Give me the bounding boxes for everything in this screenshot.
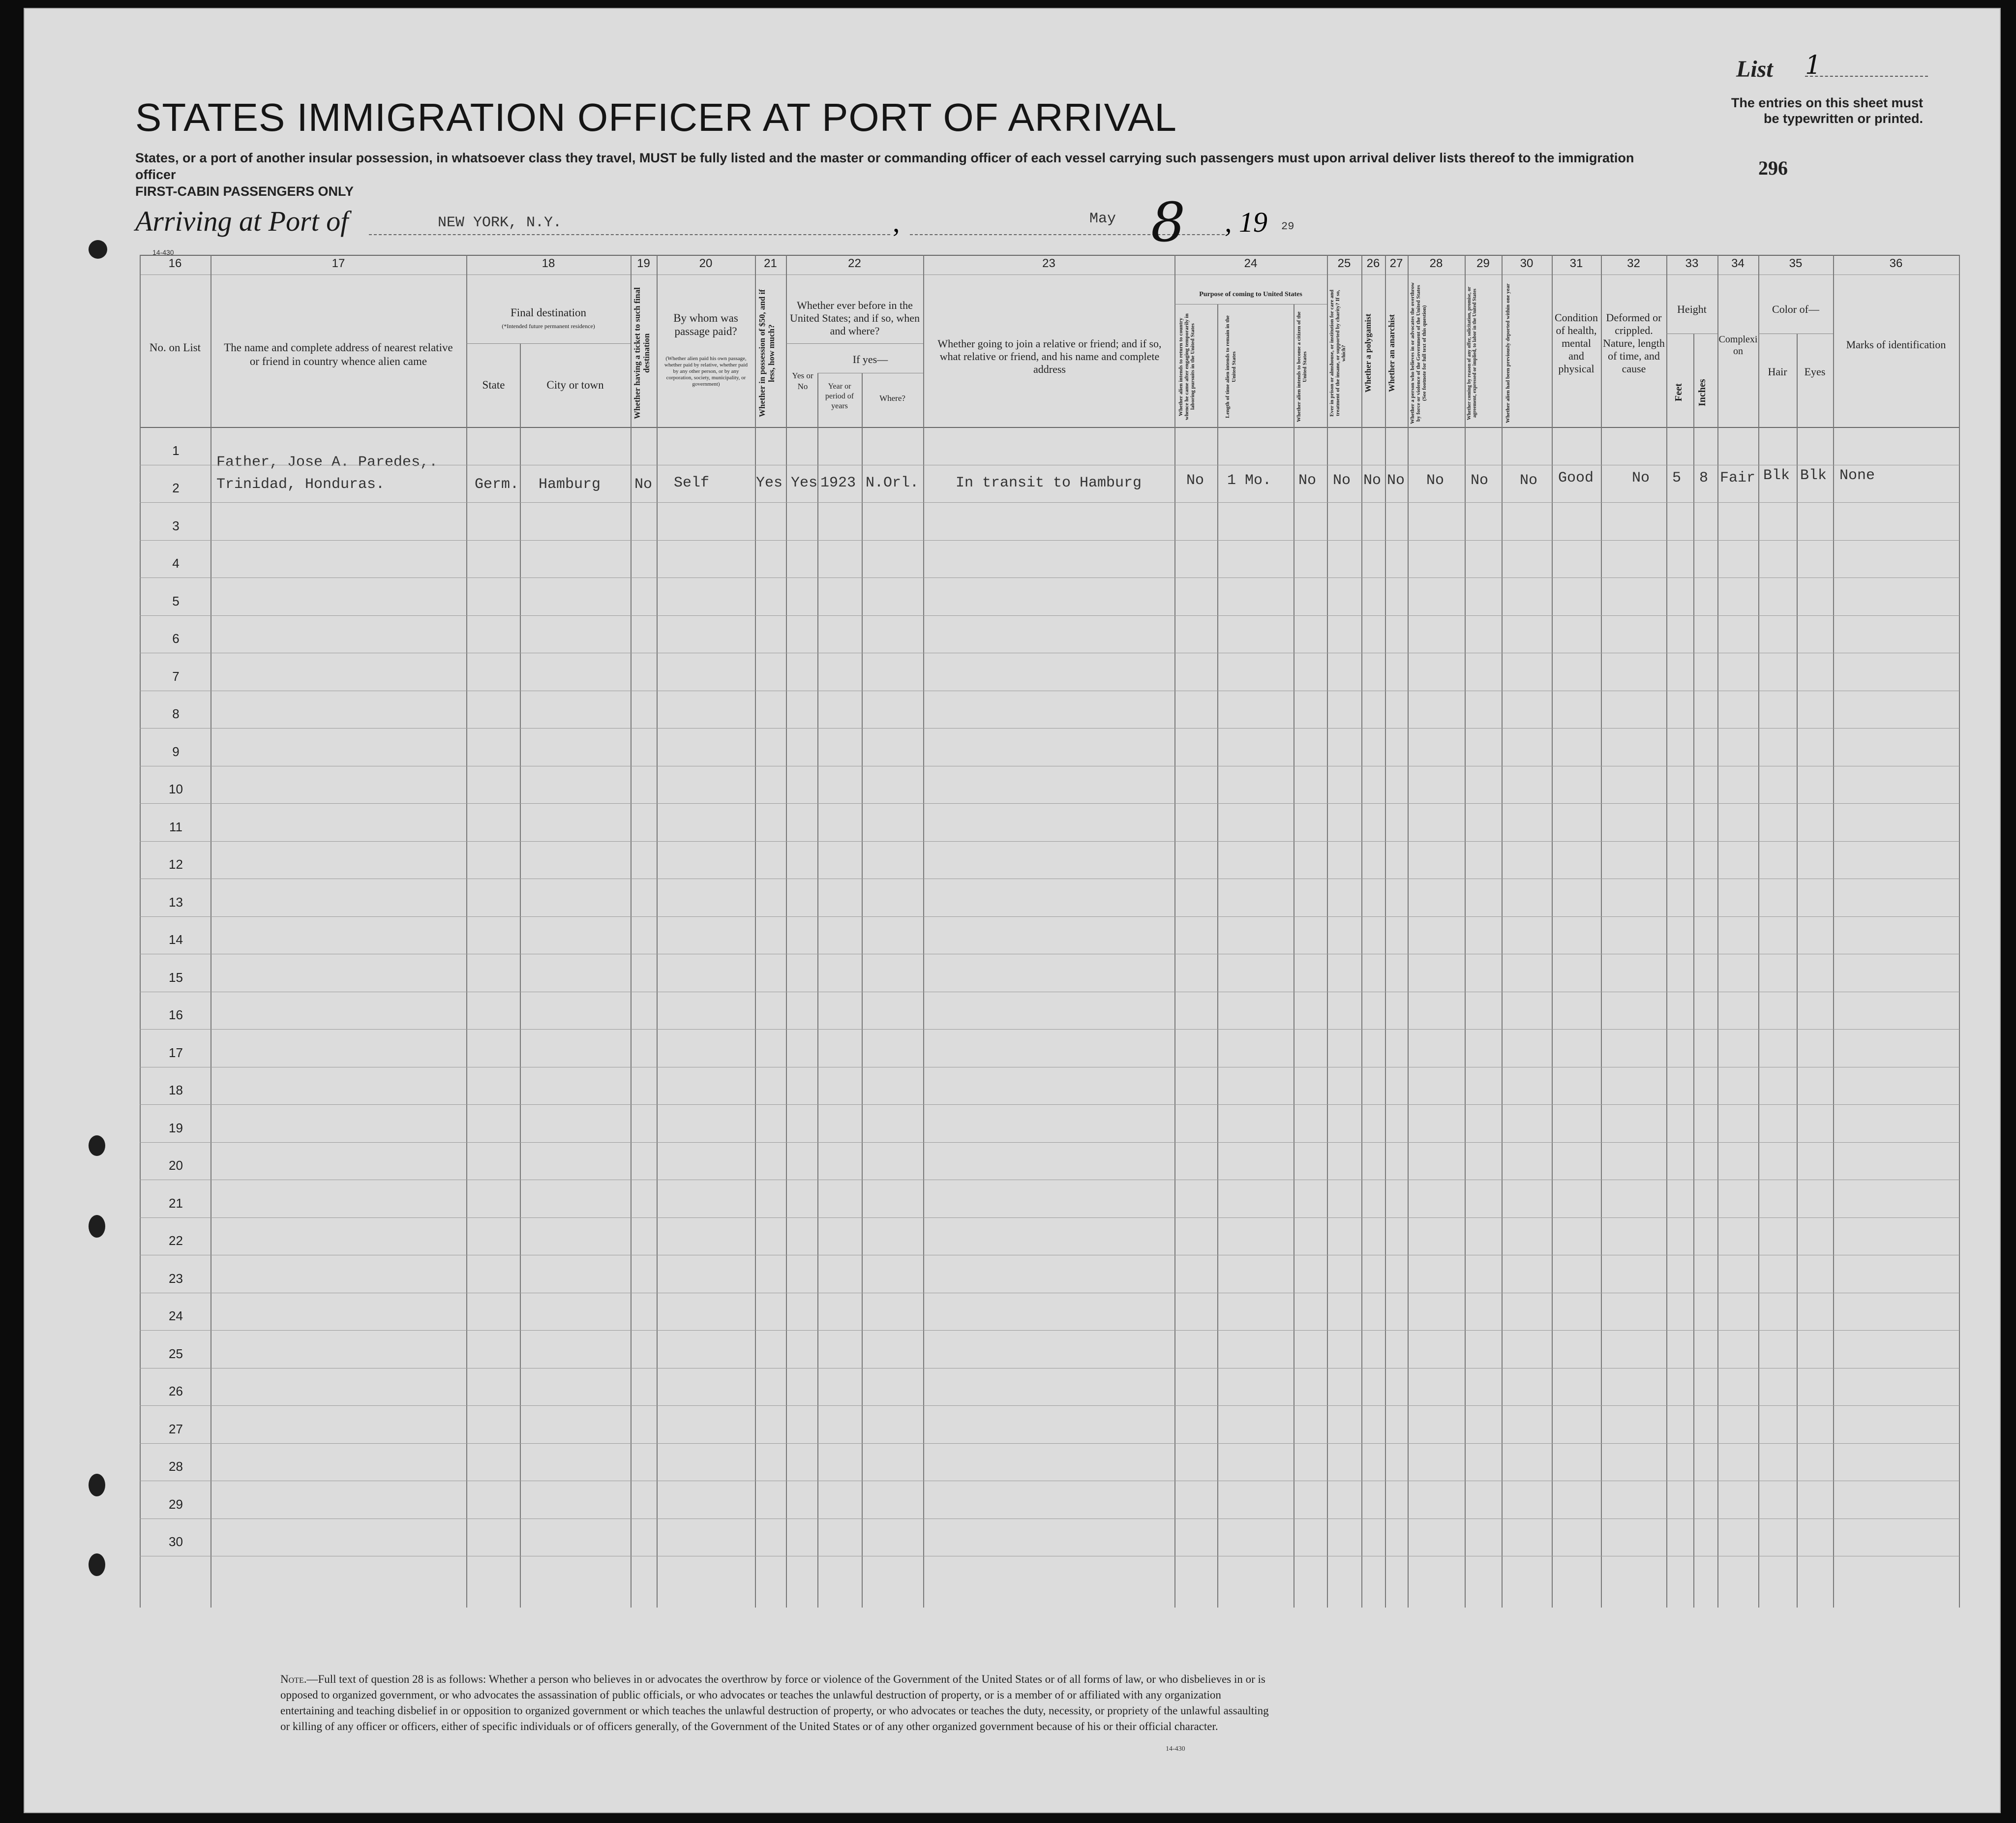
punch-hole (89, 1553, 105, 1576)
grid-line (786, 255, 787, 1608)
header-money: Whether in possession of $50, and if less, how much? (757, 289, 776, 417)
arriving-label: Arriving at Port of (135, 205, 349, 237)
header-purpose: Purpose of coming to United States (1199, 291, 1302, 298)
header-passage-paid: By whom was passage paid? (673, 312, 738, 337)
row-number: 16 (169, 1007, 183, 1022)
entry-passage: Self (674, 475, 710, 491)
entry-hair: Blk (1763, 467, 1790, 484)
entry-health: Good (1558, 470, 1594, 486)
port-value: NEW YORK, N.Y. (438, 214, 562, 231)
col-number: 21 (764, 257, 777, 270)
grid-line (1833, 255, 1834, 1608)
grid-line (140, 255, 141, 1608)
grid-line (1797, 334, 1798, 1608)
grid-line (923, 255, 924, 1608)
page-subtitle (135, 150, 1640, 200)
row-number: 3 (172, 518, 180, 533)
entry-before-year: 1923 (820, 475, 856, 491)
col-number: 26 (1366, 257, 1380, 270)
col-number: 24 (1244, 257, 1258, 270)
row-number: 26 (169, 1384, 183, 1398)
header-bottom-line (140, 427, 1959, 428)
row-number: 5 (172, 593, 180, 608)
header-prison: Ever in prison or almshouse, or institution for care and treatment of the insane, or supported by charity? If so, which? (1329, 289, 1347, 417)
row-number: 2 (172, 481, 180, 495)
entry-city: Hamburg (539, 476, 601, 493)
header-purpose-citizen: Whether alien intends to become a citizen of the United States (1296, 311, 1308, 422)
col-number: 31 (1569, 257, 1583, 270)
col-number: 30 (1520, 257, 1534, 270)
header-marks: Marks of identification (1846, 338, 1946, 351)
entry-eyes: Blk (1800, 467, 1827, 484)
grid-line (1361, 255, 1362, 1608)
header-year-period: Year or period of years (825, 382, 854, 410)
page-title: STATES IMMIGRATION OFFICER AT PORT OF ARRIVAL (135, 95, 1177, 139)
row-number: 10 (169, 782, 183, 796)
grid-line (786, 343, 923, 344)
header-final-destination-note: (*Intended future permanent residence) (502, 323, 595, 330)
grid-line (466, 255, 467, 1608)
typed-note: The entries on this sheet must be typewritten or printed. (1731, 95, 1923, 126)
punch-hole (89, 240, 107, 259)
col-number: 29 (1476, 257, 1490, 270)
row-number: 21 (169, 1195, 183, 1211)
row-line (140, 615, 1959, 616)
header-q29: Whether coming by reason of any offer, solicitation, promise, or agreement, expressed or implied, to labor in the United States (1467, 286, 1477, 420)
grid-line (817, 373, 818, 1608)
header-hair: Hair (1768, 365, 1787, 378)
port-line (369, 234, 890, 235)
header-anarchist: Whether an anarchist (1387, 314, 1396, 393)
col-number: 23 (1042, 257, 1055, 270)
list-label: List (1736, 56, 1773, 82)
row-line (140, 841, 1959, 842)
grid-line (1959, 255, 1960, 1608)
col-number: 18 (542, 257, 555, 270)
row-line (140, 1217, 1959, 1218)
row-number: 1 (172, 443, 180, 458)
row-number: 25 (169, 1346, 183, 1361)
row-line (140, 1443, 1959, 1444)
header-if-yes: If yes— (852, 353, 888, 365)
header-complexion: Complexion (1718, 334, 1758, 357)
header-q28: Whether a person who believes in or advocates the overthrow by force or violence of the Government of the United States (See footnote for full text of this question) (1410, 282, 1427, 425)
grid-line (520, 343, 521, 1608)
row-number: 30 (169, 1534, 183, 1549)
header-city: City or town (546, 379, 604, 391)
row-number: 7 (172, 668, 180, 684)
form-code: 14-430 (152, 248, 174, 256)
entry-before-yes: Yes (791, 475, 818, 491)
row-line (140, 1029, 1959, 1030)
entry-q28: No (1426, 472, 1444, 489)
row-line (140, 502, 1959, 503)
col-number: 28 (1429, 257, 1443, 270)
footnote (280, 1671, 1274, 1734)
subtitle-class: FIRST-CABIN PASSENGERS ONLY (135, 184, 354, 199)
grid-line (1552, 255, 1553, 1608)
header-purpose-length: Length of time alien intends to remain in the United States (1225, 315, 1237, 418)
grid-line (1693, 334, 1694, 1608)
row-number: 23 (169, 1271, 183, 1286)
row-number: 17 (169, 1045, 183, 1060)
grid-line (755, 255, 756, 1608)
header-polygamist: Whether a polygamist (1363, 313, 1373, 393)
header-color-of: Color of— (1772, 303, 1819, 315)
row-number: 13 (169, 894, 183, 910)
col-number: 19 (637, 257, 650, 270)
year-suffix: 29 (1281, 220, 1294, 233)
grid-line (1217, 304, 1218, 1608)
grid-line (1385, 255, 1386, 1608)
footnote-label: Note. (280, 1673, 307, 1685)
colnum-line (140, 274, 1959, 275)
row-line (140, 540, 1959, 541)
row-line (140, 1142, 1959, 1143)
month-value: May (1089, 211, 1116, 227)
col-number: 20 (699, 257, 713, 270)
footnote-text: —Full text of question 28 is as follows: Whether a person who believes in or advocates the overthrow by force or violence of the Government of the United States or of all forms of law, or who disbelieves in or is opposed to organized government, or who advocates the assassination of public officials, or who advocates or teaches the unlawful destruction of property, or is a member of or affiliated with any organization entertaining and teaching disbelief in or opposition to organized government or which teaches the unlawful destruction of property, or who advocates or teaches the duty, necessity, or propriety of the unlawful assaulting or killing of any officer or officers, either of specific individuals or of officers generally, of the Government of the United States or of any other organized government because of his or their official character. (280, 1673, 1269, 1732)
entry-citizen: No (1298, 472, 1317, 489)
entry-inches: 8 (1699, 470, 1709, 486)
grid-line (862, 373, 863, 1608)
row-line (140, 803, 1959, 804)
row-number: 20 (169, 1158, 183, 1173)
entry-polygamist: No (1363, 472, 1382, 489)
col-number: 27 (1389, 257, 1403, 270)
row-number: 11 (169, 819, 182, 834)
entry-money: Yes (756, 475, 783, 491)
col-number: 22 (848, 257, 861, 270)
row-number: 22 (169, 1233, 183, 1248)
row-number: 15 (169, 970, 183, 985)
col-number: 36 (1889, 257, 1903, 270)
header-q30: Whether alien had been previously deported within one year (1505, 283, 1511, 423)
header-where: Where? (879, 394, 905, 403)
row-number: 28 (169, 1459, 183, 1474)
entry-relative-line2: Trinidad, Honduras. (216, 476, 385, 493)
header-feet: Feet (1673, 383, 1684, 402)
header-yes-no: Yes or No (792, 371, 813, 391)
row-number: 6 (172, 631, 180, 646)
grid-line (1758, 255, 1759, 1608)
grid-line (631, 255, 632, 1608)
header-state: State (482, 379, 505, 391)
col-number: 25 (1337, 257, 1351, 270)
header-no-on-list: No. on List (149, 341, 201, 354)
entry-q30: No (1520, 472, 1538, 489)
sheet-number: 296 (1758, 157, 1788, 179)
col-number: 16 (168, 257, 182, 270)
entry-return-temp: No (1186, 472, 1204, 489)
row-number: 24 (169, 1308, 183, 1323)
row-number: 9 (172, 744, 180, 759)
header-purpose-return: Whether alien intends to return to country whence he came after engaging temporarily in laboring pursuits in the United States (1178, 313, 1196, 420)
entry-before-where: N.Orl. (866, 475, 919, 491)
day-value: 8 (1151, 191, 1185, 254)
entry-relative-line1: Father, Jose A. Paredes,. (216, 454, 438, 471)
header-passage-paid-note: (Whether alien paid his own passage, whether paid by relative, whether paid by any other person, or by any corporation, society, municipality, or government) (664, 356, 748, 387)
col-number: 33 (1685, 257, 1699, 270)
row-number: 14 (169, 932, 183, 947)
header-health: Condition of health, mental and physical (1554, 311, 1598, 375)
entry-ticket: No (634, 476, 653, 493)
table-top-line (140, 255, 1959, 256)
row-number: 29 (169, 1496, 183, 1512)
row-line (140, 1104, 1959, 1105)
entry-join: In transit to Hamburg (956, 475, 1142, 491)
grid-line (1502, 255, 1503, 1608)
comma: , (893, 206, 900, 238)
punch-hole (89, 1135, 105, 1156)
entry-deformed: No (1632, 470, 1650, 486)
col-number: 34 (1731, 257, 1745, 270)
entry-q29: No (1471, 472, 1489, 489)
row-number: 27 (169, 1421, 183, 1436)
punch-hole (89, 1474, 105, 1496)
header-final-destination: Final destination (511, 306, 586, 319)
row-number: 12 (169, 857, 183, 872)
list-underline (1805, 76, 1928, 77)
col-number: 17 (331, 257, 345, 270)
subtitle-line: States, or a port of another insular possession, in whatsoever class they travel, MUST be fully listed and the master or commanding officer of each vessel carrying such passengers must upon arrival deliver lists thereof to the immigration officer (135, 151, 1634, 182)
header-nearest-relative: The name and complete address of nearest relative or friend in country whence alien came (224, 341, 453, 367)
row-number: 8 (172, 706, 180, 721)
grid-line (1717, 255, 1718, 1608)
row-number: 19 (169, 1120, 183, 1135)
entry-state: Germ. (475, 476, 519, 493)
col-number: 32 (1627, 257, 1640, 270)
row-line (140, 1330, 1959, 1331)
header-before-us: Whether ever before in the United States; and if so, when and where? (790, 299, 920, 337)
entry-length-stay: 1 Mo. (1227, 472, 1272, 489)
punch-hole (89, 1215, 105, 1238)
entry-marks: None (1839, 467, 1875, 484)
footnote-code: 14-430 (1166, 1745, 1185, 1753)
grid-line (1666, 255, 1667, 1608)
grid-line (1408, 255, 1409, 1608)
grid-line (1174, 255, 1175, 1608)
entry-feet: 5 (1672, 470, 1682, 486)
header-height: Height (1677, 303, 1707, 315)
entry-anarchist: No (1387, 472, 1405, 489)
row-line (140, 1405, 1959, 1406)
col-number: 35 (1789, 257, 1803, 270)
row-line (140, 577, 1959, 578)
header-ticket: Whether having a ticket to such final destination (632, 287, 651, 419)
header-join-relative: Whether going to join a relative or friend; and if so, what relative or friend, and his name and complete address (937, 337, 1162, 375)
row-number: 4 (172, 556, 180, 571)
header-eyes: Eyes (1804, 365, 1826, 378)
grid-line (657, 255, 658, 1608)
grid-line (1601, 255, 1602, 1608)
row-number: 18 (169, 1083, 183, 1097)
grid-line (466, 343, 631, 344)
header-deformed: Deformed or crippled. Nature, length of time, and cause (1603, 311, 1665, 375)
row-line (140, 916, 1959, 917)
grid-line (1327, 255, 1328, 1608)
row-line (140, 728, 1959, 729)
list-number: 1 (1805, 51, 1822, 80)
header-inches: Inches (1697, 379, 1708, 406)
entry-complexion: Fair (1720, 470, 1756, 486)
manifest-sheet (24, 8, 2001, 1813)
grid-line (1465, 255, 1466, 1608)
entry-prison: No (1333, 472, 1351, 489)
year-prefix: , 19 (1225, 206, 1267, 238)
